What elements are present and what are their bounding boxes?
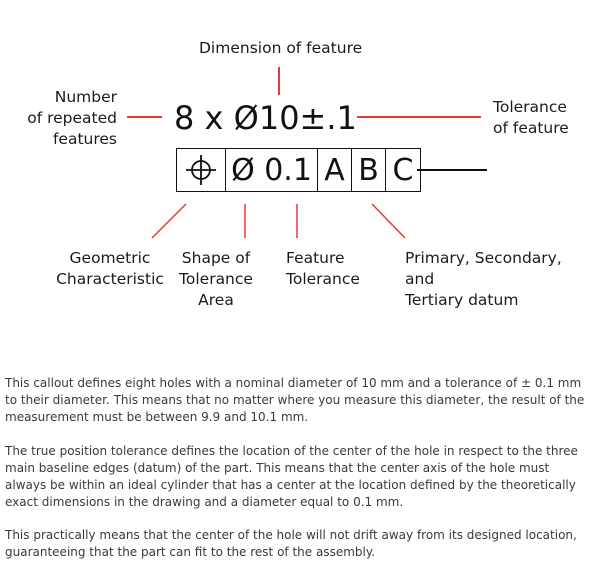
tolerance-of-feature-label: Tolerance of feature — [493, 98, 569, 137]
datum-a-label: A — [324, 152, 345, 188]
feature-tolerance-label: Feature Tolerance — [286, 249, 360, 288]
tolerance-zone-value: Ø 0.1 — [231, 152, 312, 188]
explanation-paragraph-2: The true position tolerance defines the location of the center of the hole in respect to the three main baseline edges (datum) of the part. This means that the center axis of the hole must always be within an ideal cylinder that has a center at the location defined by the theoretically exact dimensions in the drawing and a diameter equal to 0.1 mm. — [5, 444, 578, 509]
geometric-leader-line — [152, 204, 186, 238]
explanation-paragraph-3: This practically means that the center of the hole will not drift away from its designed location, guaranteeing that the part can fit to the rest of the assembly. — [5, 528, 577, 559]
datum-c-label: C — [392, 152, 414, 188]
shape-of-tolerance-area-label: Shape of Tolerance Area — [179, 249, 253, 309]
explanation-paragraph-1: This callout defines eight holes with a nominal diameter of 10 mm and a tolerance of ± 0.1 mm to their diameter. This means that no matter where you measure this diameter, the result of the measurement must be between 9.9 and 10.1 mm. — [5, 376, 585, 424]
dimension-callout: 8 x Ø10±.1 — [174, 99, 357, 137]
datums-leader-line — [372, 204, 405, 238]
lower-leader-lines — [0, 0, 595, 250]
dimension-of-feature-label: Dimension of feature — [199, 39, 363, 57]
datum-b-label: B — [358, 152, 379, 188]
geometric-characteristic-label: Geometric Characteristic — [56, 249, 164, 288]
datums-label: Primary, Secondary, and Tertiary datum — [405, 249, 562, 309]
repeated-features-label: Number of repeated features — [27, 88, 117, 148]
